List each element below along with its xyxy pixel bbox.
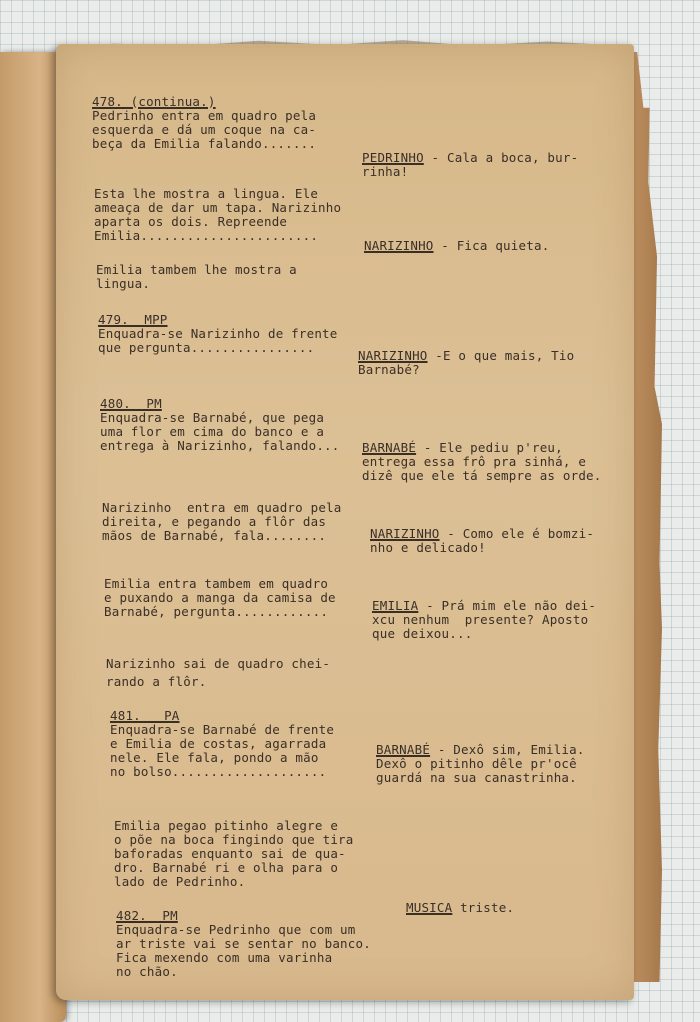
action-line: lingua. (96, 276, 151, 291)
speaker-name: PEDRINHO (362, 150, 424, 165)
action-line: ameaça de dar um tapa. Narizinho (94, 200, 342, 215)
action-line: Emilia pegao pitinho alegre e (114, 818, 339, 833)
action-line: mãos de Barnabé, fala........ (102, 528, 327, 543)
dialogue-line: PEDRINHO - Cala a boca, bur- (362, 150, 579, 165)
action-line: aparta os dois. Repreende (94, 214, 288, 229)
dialogue-line: Barnabé? (358, 362, 420, 377)
scene-number: 482. PM (116, 908, 178, 923)
dialogue-line: Dexô o pitinho dêle pr'ocê (376, 756, 577, 771)
action-line: Enquadra-se Barnabé, que pega (100, 410, 325, 425)
action-line: Enquadra-se Barnabé de frente (110, 722, 335, 737)
dialogue-line: rinha! (362, 164, 409, 179)
dialogue-line: xcu nenhum presente? Aposto (372, 612, 589, 627)
speaker-name: NARIZINHO (358, 348, 428, 363)
scene-number: 480. PM (100, 396, 162, 411)
action-line: Narizinho entra em quadro pela (102, 500, 342, 515)
speaker-name: MUSICA (406, 900, 453, 915)
action-line: uma flor em cima do banco e a (100, 424, 325, 439)
dialogue-line: guardá na sua canastrinha. (376, 770, 577, 785)
action-line: esquerda e dá um coque na ca- (92, 122, 317, 137)
dialogue-line: nho e delicado! (370, 540, 486, 555)
action-line: Emilia tambem lhe mostra a (96, 262, 297, 277)
action-line: no chão. (116, 964, 178, 979)
action-line: Narizinho sai de quadro chei- (106, 656, 331, 671)
action-line: e puxando a manga da camisa de (104, 590, 336, 605)
action-line: Esta lhe mostra a lingua. Ele (94, 186, 319, 201)
dialogue-line: dizê que ele tá sempre as orde. (362, 468, 602, 483)
dialogue-line: entrega essa frô pra sinhá, e (362, 454, 587, 469)
dialogue-line: NARIZINHO -E o que mais, Tio (358, 348, 575, 363)
action-line: lado de Pedrinho. (114, 874, 246, 889)
action-line: que pergunta................ (98, 340, 315, 355)
action-line: nele. Ele fala, pondo a mão (110, 750, 319, 765)
speaker-name: EMILIA (372, 598, 419, 613)
dialogue-line: BARNABÉ - Dexô sim, Emilia. (376, 742, 585, 757)
action-line: dro. Barnabé ri e olha para o (114, 860, 339, 875)
scene-number: 479. MPP (98, 312, 168, 327)
action-line: Pedrinho entra em quadro pela (92, 108, 317, 123)
action-line: Enquadra-se Narizinho de frente (98, 326, 338, 341)
speaker-name: NARIZINHO (364, 238, 434, 253)
action-line: Emilia....................... (94, 228, 319, 243)
dialogue-line: NARIZINHO - Fica quieta. (364, 238, 550, 253)
action-line: o põe na boca fingindo que tira (114, 832, 354, 847)
action-line: ar triste vai se sentar no banco. (116, 936, 371, 951)
scene-number: 481. PA (110, 708, 180, 723)
dialogue-line: NARIZINHO - Como ele é bomzi- (370, 526, 595, 541)
scene-number: 478. (continua.) (92, 94, 216, 109)
speaker-name: BARNABÉ (376, 742, 431, 757)
dialogue-line: que deixou... (372, 626, 473, 641)
action-line: no bolso.................... (110, 764, 327, 779)
action-line: e Emilia de costas, agarrada (110, 736, 327, 751)
action-line: Barnabé, pergunta............ (104, 604, 329, 619)
action-line: Enquadra-se Pedrinho que com um (116, 922, 356, 937)
action-line: Emilia entra tambem em quadro (104, 576, 329, 591)
action-line: rando a flôr. (106, 674, 207, 689)
action-line: baforadas enquanto sai de qua- (114, 846, 346, 861)
dialogue-line: EMILIA - Prá mim ele não dei- (372, 598, 597, 613)
action-line: Fica mexendo com uma varinha (116, 950, 333, 965)
speaker-name: BARNABÉ (362, 440, 417, 455)
dialogue-line: BARNABÉ - Ele pediu p'reu, (362, 440, 563, 455)
action-line: entrega à Narizinho, falando... (100, 438, 340, 453)
dialogue-line: MUSICA triste. (406, 900, 515, 915)
action-line: beça da Emilia falando....... (92, 136, 317, 151)
action-line: direita, e pegando a flôr das (102, 514, 327, 529)
speaker-name: NARIZINHO (370, 526, 440, 541)
